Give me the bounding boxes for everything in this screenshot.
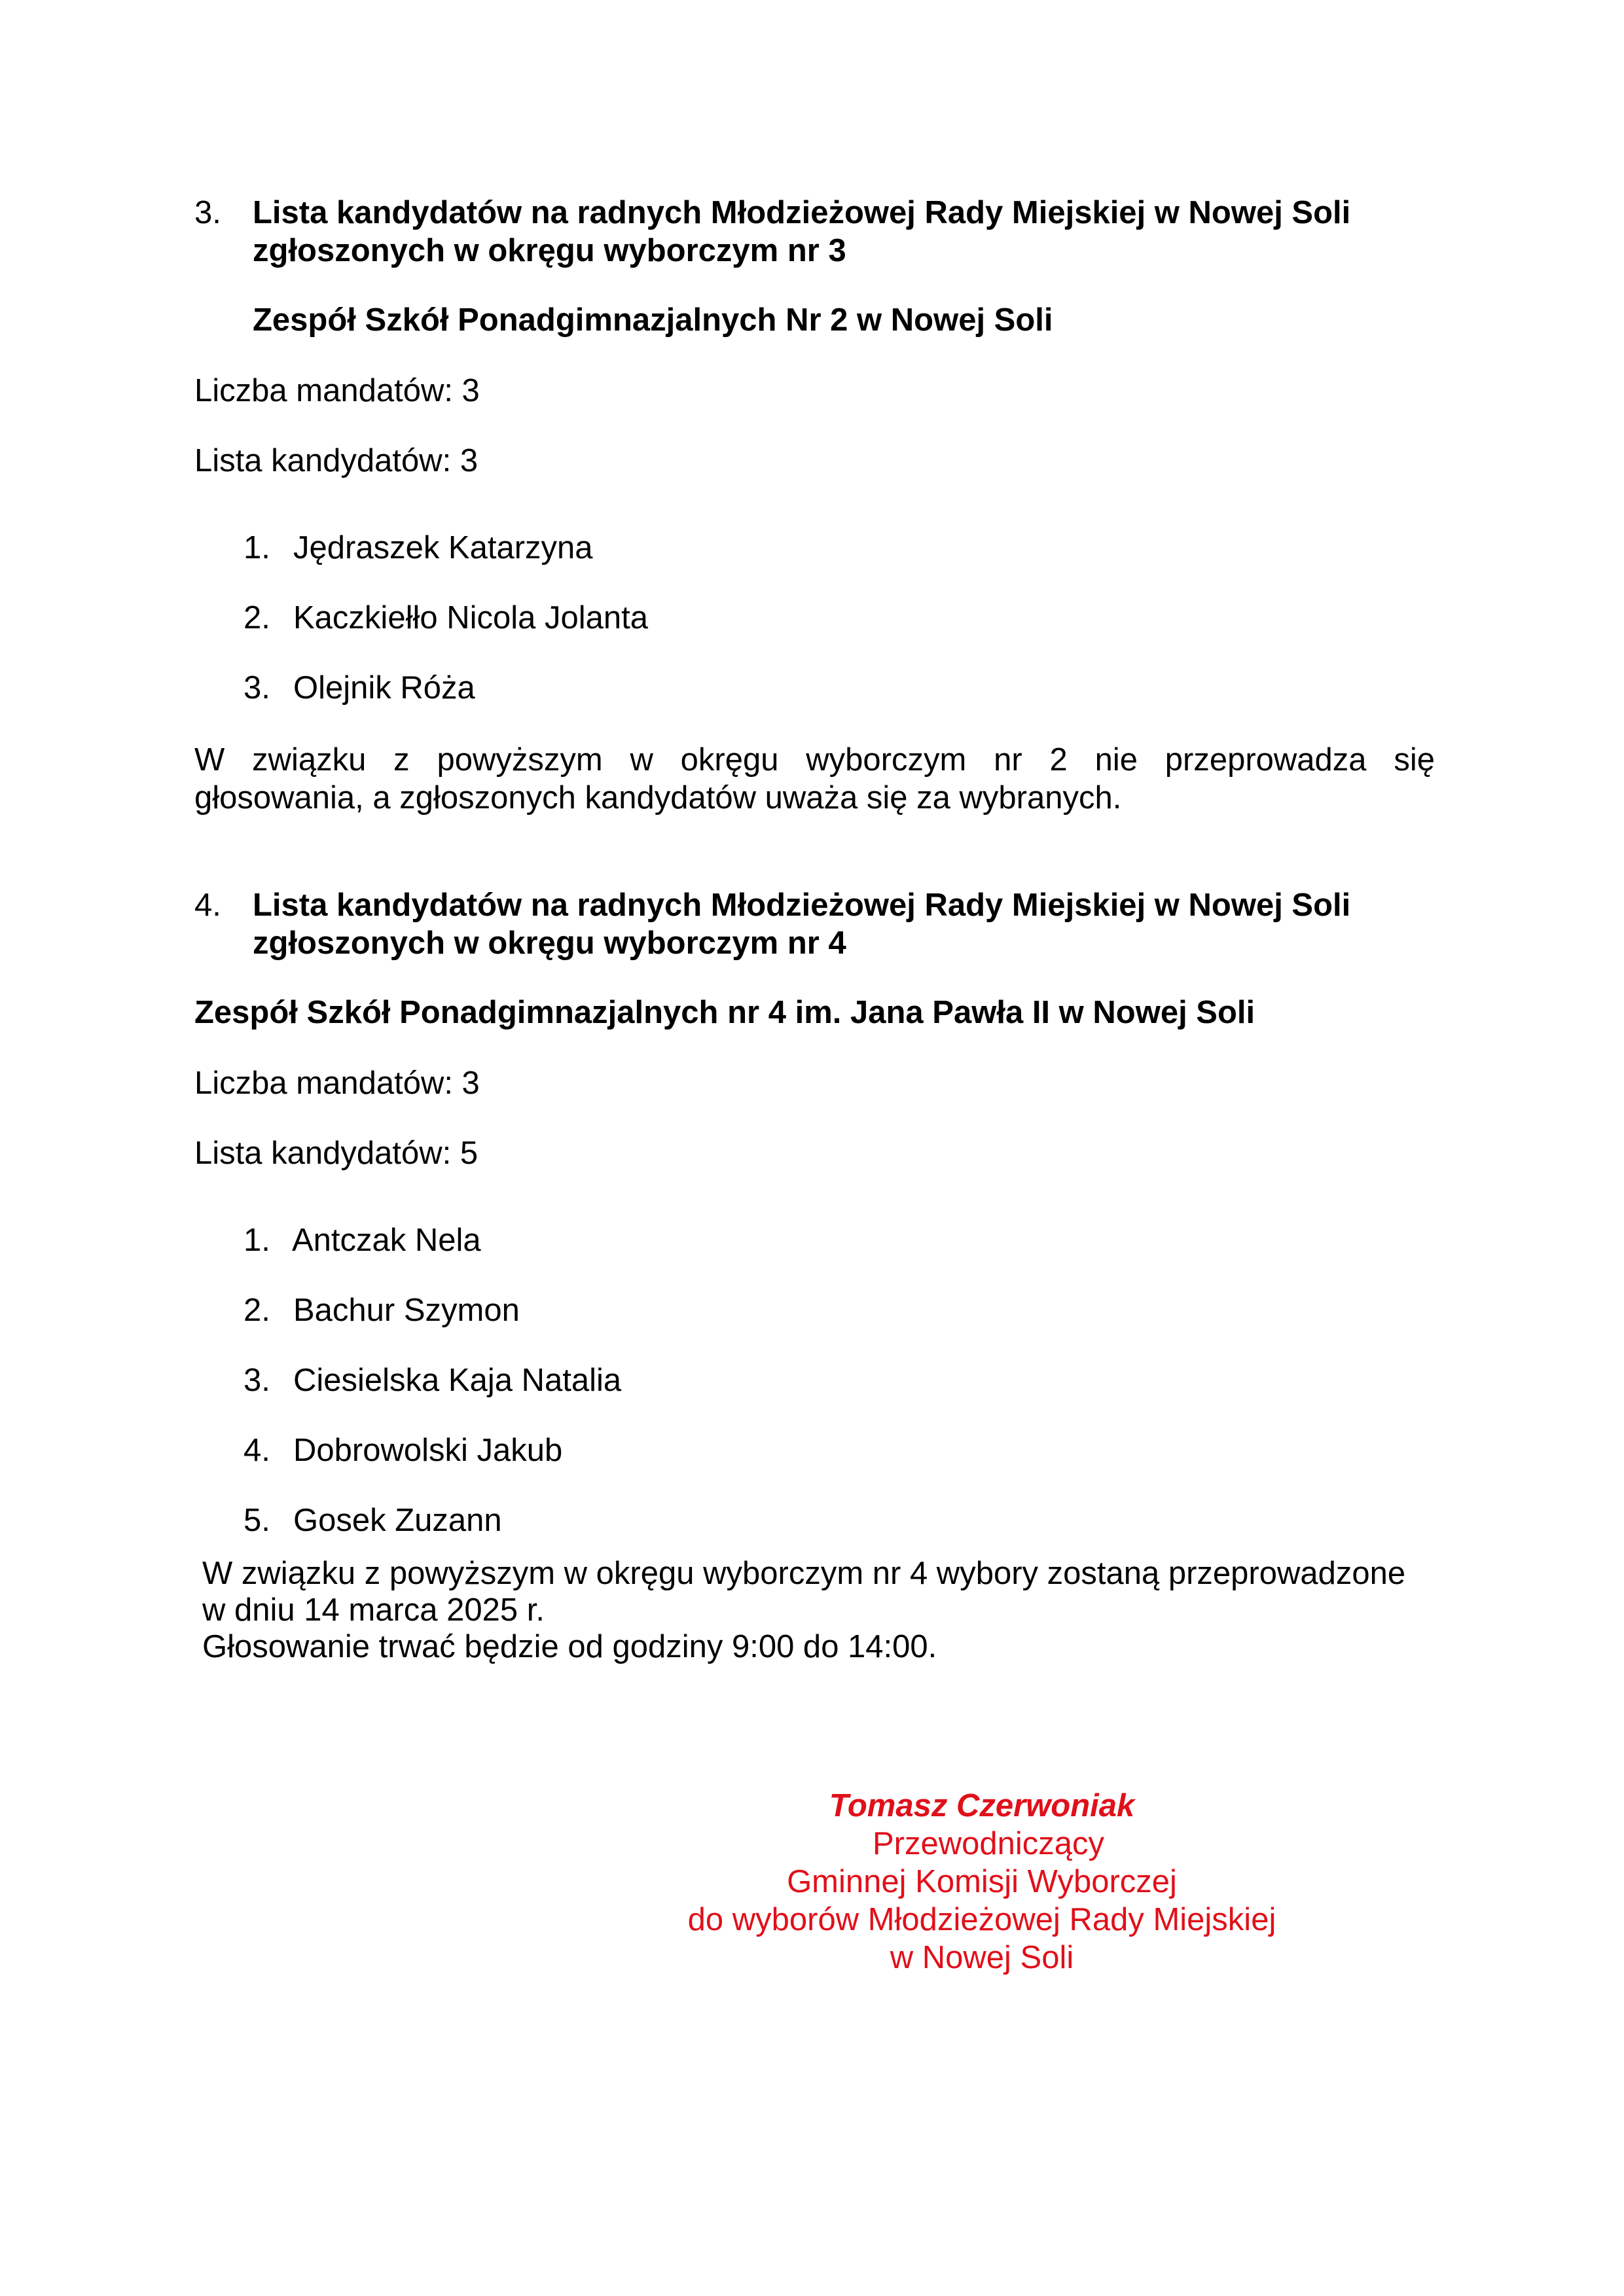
list-item-name: Jędraszek Katarzyna (293, 530, 593, 565)
list-item-number: 2. (244, 1293, 270, 1328)
signature-block (655, 1787, 1309, 1977)
signature-name: Tomasz Czerwoniak (829, 1788, 1135, 1823)
list-item-number: 5. (244, 1503, 270, 1538)
list-item-name: Antczak Nela (292, 1223, 481, 1258)
section4-note-line3: Głosowanie trwać będzie od godziny 9:00 do 14:00. (202, 1629, 937, 1664)
list-item-name: Gosek Zuzann (293, 1503, 502, 1538)
section4-note (202, 1555, 1446, 1665)
list-item-number: 3. (244, 670, 270, 706)
section4-heading-line2: zgłoszonych w okręgu wyborczym nr 4 (253, 925, 846, 961)
signature-council: do wyborów Młodzieżowej Rady Miejskiej (687, 1902, 1276, 1937)
section4-note-line2: w dniu 14 marca 2025 r. (202, 1592, 545, 1628)
section3-mandates: Liczba mandatów: 3 (194, 373, 480, 408)
section3-note-line2: głosowania, a zgłoszonych kandydatów uważa się za wybranych. (194, 780, 1122, 816)
list-item-number: 3. (244, 1363, 270, 1398)
signature-title: Przewodniczący (872, 1826, 1105, 1861)
section3-school: Zespół Szkół Ponadgimnazjalnych Nr 2 w Nowej Soli (253, 302, 1053, 338)
list-item-number: 1. (244, 1223, 270, 1258)
list-item-name: Olejnik Róża (293, 670, 475, 706)
list-item-name: Kaczkiełło Nicola Jolanta (293, 600, 648, 636)
section3-heading-line2: zgłoszonych w okręgu wyborczym nr 3 (253, 233, 846, 268)
list-item-name: Ciesielska Kaja Natalia (293, 1363, 622, 1398)
section4-note-line1: W związku z powyższym w okręgu wyborczym nr 4 wybory zostaną przeprowadzone (202, 1556, 1406, 1591)
signature-city: w Nowej Soli (890, 1940, 1074, 1975)
section4-school: Zespół Szkół Ponadgimnazjalnych nr 4 im. Jana Pawła II w Nowej Soli (194, 995, 1255, 1030)
section4-number: 4. (194, 888, 221, 923)
section3-heading-line1: Lista kandydatów na radnych Młodzieżowej Rady Miejskiej w Nowej Soli (253, 195, 1351, 230)
list-item-number: 1. (244, 530, 270, 565)
section3-note-line1: W związku z powyższym w okręgu wyborczym nr 2 nie przeprowadza się (194, 742, 1435, 778)
section4-heading-line1: Lista kandydatów na radnych Młodzieżowej Rady Miejskiej w Nowej Soli (253, 888, 1351, 923)
list-item-name: Bachur Szymon (293, 1293, 520, 1328)
section3-candidates-count: Lista kandydatów: 3 (194, 443, 478, 478)
signature-commission: Gminnej Komisji Wyborczej (787, 1864, 1177, 1899)
list-item-number: 4. (244, 1433, 270, 1468)
list-item-number: 2. (244, 600, 270, 636)
list-item-name: Dobrowolski Jakub (293, 1433, 563, 1468)
section3-number: 3. (194, 195, 221, 230)
section4-candidates-count: Lista kandydatów: 5 (194, 1136, 478, 1171)
section4-mandates: Liczba mandatów: 3 (194, 1066, 480, 1101)
